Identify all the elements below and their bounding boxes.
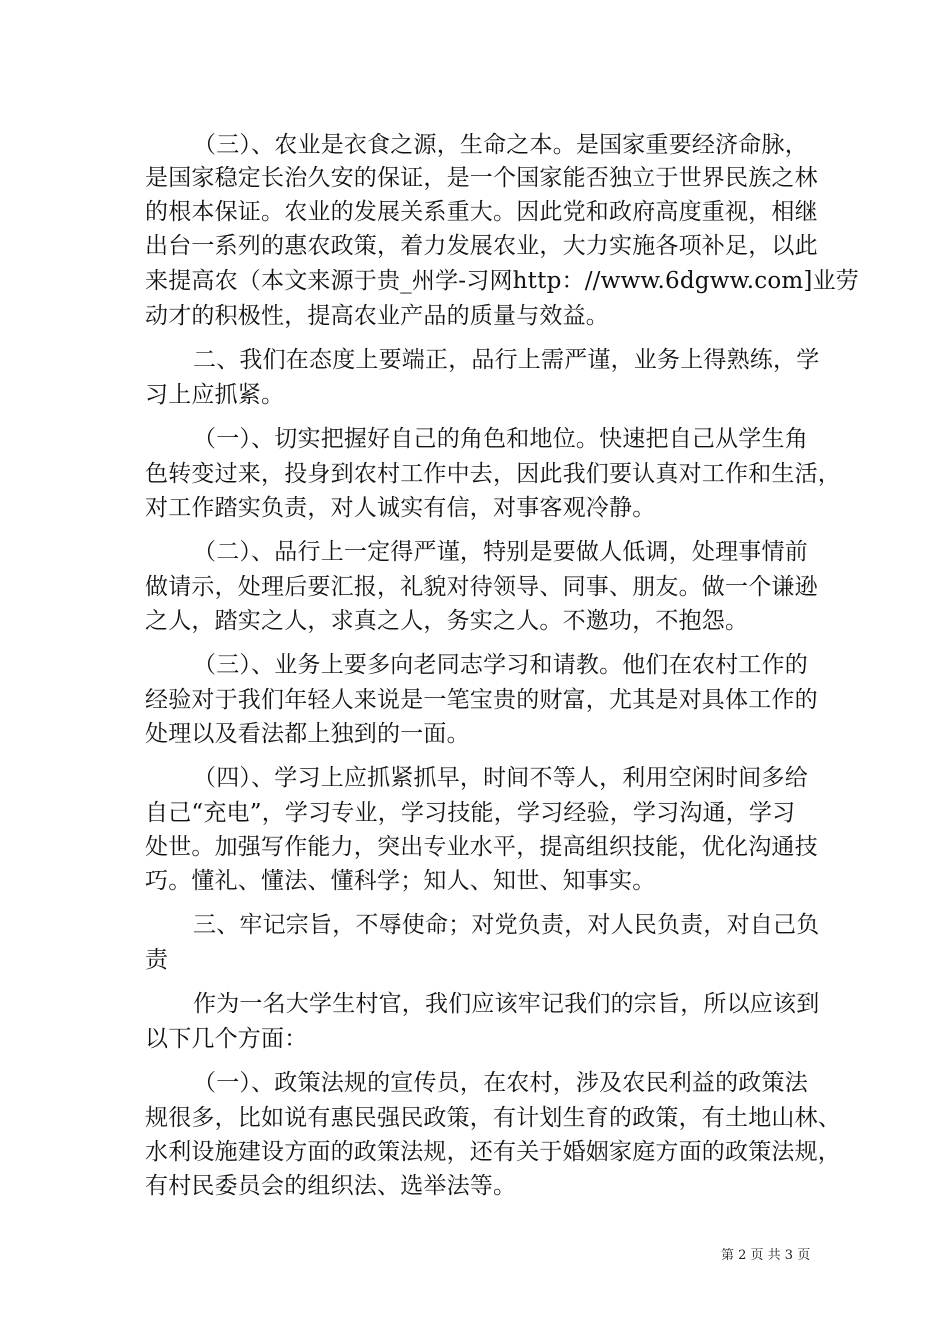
text-line: 处世。加强写作能力，突出专业水平，提高组织技能，优化沟通技 [145, 834, 818, 860]
text-line: 有村民委员会的组织法、选举法等。 [145, 1173, 517, 1199]
text-line: （一）、切实把握好自己的角色和地位。快速把自己从学生角 [193, 426, 808, 452]
text-line: 二、我们在态度上要端正，品行上需严谨，业务上得熟练，学 [193, 347, 820, 373]
text-line: （三）、业务上要多向老同志学习和请教。他们在农村工作的 [193, 652, 808, 678]
text-line: （四）、学习上应抓紧抓早，时间不等人，利用空闲时间多给 [193, 765, 808, 791]
text-line: 作为一名大学生村官，我们应该牢记我们的宗旨，所以应该到 [193, 991, 820, 1017]
text-line: 是国家稳定长治久安的保证，是一个国家能否独立于世界民族之林 [145, 165, 818, 191]
text-line: 以下几个方面： [145, 1026, 308, 1052]
text-line: 责 [145, 947, 169, 973]
text-line: 色转变过来，投身到农村工作中去，因此我们要认真对工作和生活， [145, 461, 841, 487]
text-line: 做请示，处理后要汇报，礼貌对待领导、同事、朋友。做一个谦逊 [145, 574, 818, 600]
text-line: 的根本保证。农业的发展关系重大。因此党和政府高度重视，相继 [145, 199, 818, 225]
text-line: 三、牢记宗旨，不辱使命；对党负责，对人民负责，对自己负 [193, 912, 820, 938]
text-line: （二）、品行上一定得严谨，特别是要做人低调，处理事情前 [193, 539, 808, 565]
text-line: 处理以及看法都上独到的一面。 [145, 721, 470, 747]
text-line: 对工作踏实负责，对人诚实有信，对事客观冷静。 [145, 495, 656, 521]
text-line: （一）、政策法规的宣传员，在农村，涉及农民利益的政策法 [193, 1070, 808, 1096]
text-line: 水利设施建设方面的政策法规，还有关于婚姻家庭方面的政策法规， [145, 1139, 841, 1165]
text-line: 来提高农（本文来源于贵_州学-习网http：//www.6dgww.com]业劳 [145, 268, 859, 294]
text-line: 习上应抓紧。 [145, 382, 285, 408]
text-line: 动才的积极性，提高农业产品的质量与效益。 [145, 303, 609, 329]
page-number: 第 2 页 共 3 页 [721, 1248, 811, 1263]
text-line: 规很多，比如说有惠民强民政策，有计划生育的政策，有土地山林、 [145, 1105, 841, 1131]
text-line: 之人，踏实之人，求真之人，务实之人。不邀功，不抱怨。 [145, 608, 749, 634]
text-line: 经验对于我们年轻人来说是一笔宝贵的财富，尤其是对具体工作的 [145, 687, 818, 713]
text-line: （三）、农业是衣食之源，生命之本。是国家重要经济命脉， [193, 132, 808, 158]
text-line: 巧。懂礼、懂法、懂科学；知人、知世、知事实。 [145, 868, 656, 894]
text-line: 出台一系列的惠农政策，着力发展农业，大力实施各项补足，以此 [145, 233, 818, 259]
text-line: 自己“充电”，学习专业，学习技能，学习经验，学习沟通，学习 [145, 800, 796, 826]
